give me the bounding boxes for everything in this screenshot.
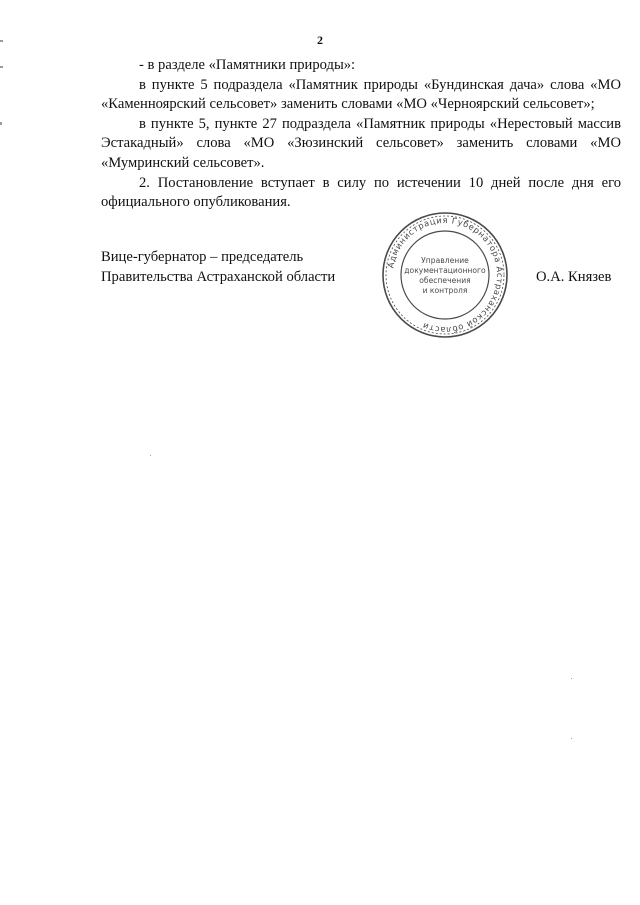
scan-speck [150,455,151,456]
amendment-paragraph-1: в пункте 5 подраздела «Памятник природы «Бундинская дача» слова «МО «Каменноярский сельсовет» заменить словами «МО «Черноярский сельсовет»; [101,76,621,113]
seal-center-line-1: Управление [421,256,469,265]
seal-center-line-3: обеспечения [419,276,471,285]
signatory-name: О.А. Князев [536,269,612,285]
seal-center-line-4: и контроля [422,286,468,295]
signatory-title [101,247,335,287]
seal-graphic [378,208,512,342]
scan-speck [571,678,572,679]
seal-center-line-2: документационного [404,266,486,275]
official-seal-stamp [378,208,512,342]
seal-outer-ring [383,213,507,337]
page-number: 2 [317,33,323,47]
signatory-title-line-1: Вице-губернатор – председатель [101,249,304,265]
document-body [101,56,621,213]
scan-speck [571,738,572,739]
seal-ring-text: Администрация Губернатора Астраханской области [385,214,506,336]
signatory-title-line-2: Правительства Астраханской области [101,269,336,285]
scan-margin-marks [0,40,4,160]
amendment-paragraph-2: в пункте 5, пункте 27 подраздела «Памятник природы «Нерестовый массив Эстакадный» слова «МО «Зюзинский сельсовет» заменить словами «МО «Мумринский сельсовет». [101,115,621,171]
section-heading-paragraph: - в разделе «Памятники природы»: [139,57,356,73]
seal-inner-ring [401,231,489,319]
effective-date-paragraph: 2. Постановление вступает в силу по истечении 10 дней после дня его официального опубликования. [101,174,621,211]
